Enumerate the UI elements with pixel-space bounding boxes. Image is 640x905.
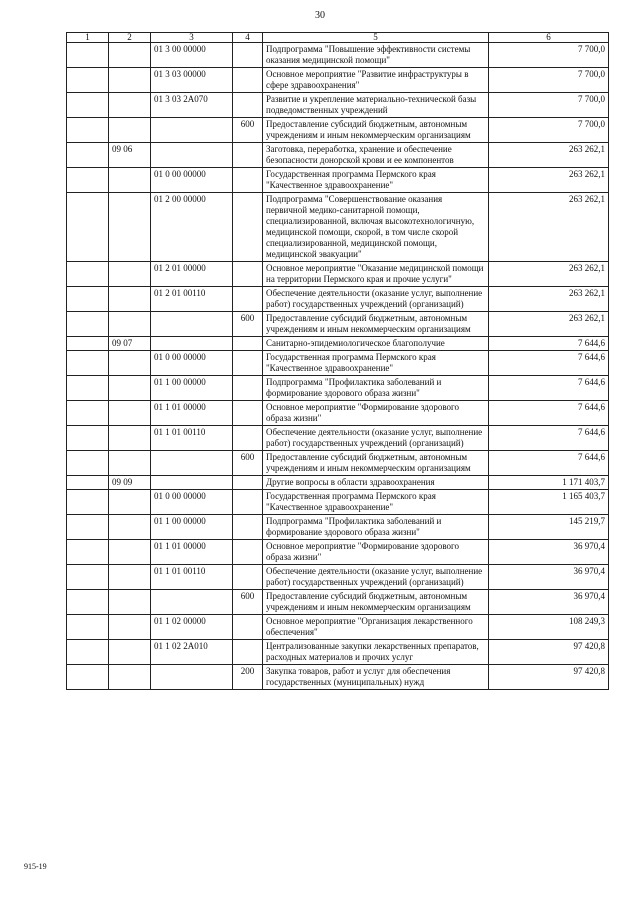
cell-expense-type: [233, 565, 263, 590]
cell-expense-type: [233, 351, 263, 376]
cell-section-code: [109, 68, 151, 93]
cell-description: Предоставление субсидий бюджетным, автономным учреждениям и иным некоммерческим организациям: [263, 118, 489, 143]
cell-target-article: 01 3 03 00000: [151, 68, 233, 93]
cell-col-1: [67, 590, 109, 615]
cell-col-1: [67, 68, 109, 93]
cell-col-1: [67, 287, 109, 312]
cell-description: Государственная программа Пермского края "Качественное здравоохранение": [263, 351, 489, 376]
table-row: [67, 351, 609, 376]
column-header: 4: [233, 33, 263, 43]
cell-col-1: [67, 401, 109, 426]
cell-section-code: [109, 287, 151, 312]
cell-section-code: [109, 376, 151, 401]
cell-target-article: 01 1 02 2А010: [151, 640, 233, 665]
cell-section-code: [109, 615, 151, 640]
cell-expense-type: [233, 615, 263, 640]
cell-amount: 7 700,0: [489, 43, 609, 68]
cell-col-1: [67, 665, 109, 690]
cell-expense-type: [233, 193, 263, 262]
cell-amount: 263 262,1: [489, 193, 609, 262]
cell-target-article: 01 1 01 00110: [151, 426, 233, 451]
cell-description: Заготовка, переработка, хранение и обеспечение безопасности донорской крови и ее компонентов: [263, 143, 489, 168]
cell-expense-type: [233, 401, 263, 426]
cell-target-article: 01 2 01 00110: [151, 287, 233, 312]
table-row: [67, 640, 609, 665]
table-row: [67, 401, 609, 426]
cell-col-1: [67, 376, 109, 401]
cell-amount: 263 262,1: [489, 168, 609, 193]
cell-col-1: [67, 451, 109, 476]
cell-description: Основное мероприятие "Организация лекарственного обеспечения": [263, 615, 489, 640]
cell-col-1: [67, 337, 109, 351]
cell-expense-type: [233, 515, 263, 540]
cell-description: Другие вопросы в области здравоохранения: [263, 476, 489, 490]
cell-description: Основное мероприятие "Формирование здорового образа жизни": [263, 401, 489, 426]
cell-section-code: [109, 565, 151, 590]
table-row: [67, 590, 609, 615]
table-row: [67, 337, 609, 351]
column-header: 2: [109, 33, 151, 43]
cell-amount: 36 970,4: [489, 590, 609, 615]
cell-amount: 7 700,0: [489, 93, 609, 118]
cell-section-code: [109, 43, 151, 68]
cell-amount: 263 262,1: [489, 287, 609, 312]
cell-col-1: [67, 168, 109, 193]
cell-target-article: 01 3 03 2А070: [151, 93, 233, 118]
cell-expense-type: [233, 168, 263, 193]
cell-amount: 97 420,8: [489, 640, 609, 665]
table-row: [67, 93, 609, 118]
cell-col-1: [67, 93, 109, 118]
cell-expense-type: [233, 262, 263, 287]
cell-section-code: 09 07: [109, 337, 151, 351]
cell-target-article: 01 1 01 00000: [151, 540, 233, 565]
table-row: [67, 515, 609, 540]
cell-expense-type: [233, 337, 263, 351]
cell-amount: 7 700,0: [489, 118, 609, 143]
cell-target-article: 01 1 01 00110: [151, 565, 233, 590]
cell-target-article: 01 1 01 00000: [151, 401, 233, 426]
cell-amount: 36 970,4: [489, 565, 609, 590]
cell-target-article: [151, 312, 233, 337]
cell-amount: 263 262,1: [489, 262, 609, 287]
column-header: 3: [151, 33, 233, 43]
cell-amount: 7 644,6: [489, 376, 609, 401]
cell-col-1: [67, 540, 109, 565]
table-row: [67, 376, 609, 401]
table-row: [67, 540, 609, 565]
cell-target-article: 01 0 00 00000: [151, 351, 233, 376]
cell-section-code: [109, 351, 151, 376]
cell-target-article: 01 0 00 00000: [151, 168, 233, 193]
cell-target-article: [151, 590, 233, 615]
table-row: [67, 312, 609, 337]
cell-expense-type: [233, 93, 263, 118]
cell-target-article: 01 1 00 00000: [151, 515, 233, 540]
cell-section-code: [109, 540, 151, 565]
table-body: [67, 43, 609, 690]
document-code: 915-19: [24, 862, 47, 871]
cell-target-article: [151, 143, 233, 168]
cell-description: Закупка товаров, работ и услуг для обеспечения государственных (муниципальных) нужд: [263, 665, 489, 690]
cell-col-1: [67, 43, 109, 68]
cell-col-1: [67, 490, 109, 515]
cell-col-1: [67, 262, 109, 287]
cell-section-code: 09 09: [109, 476, 151, 490]
cell-target-article: [151, 451, 233, 476]
cell-section-code: [109, 490, 151, 515]
cell-amount: 7 644,6: [489, 351, 609, 376]
cell-expense-type: 200: [233, 665, 263, 690]
cell-section-code: [109, 665, 151, 690]
cell-section-code: 09 06: [109, 143, 151, 168]
cell-section-code: [109, 640, 151, 665]
cell-amount: 108 249,3: [489, 615, 609, 640]
cell-col-1: [67, 476, 109, 490]
cell-expense-type: 600: [233, 312, 263, 337]
cell-amount: 145 219,7: [489, 515, 609, 540]
cell-amount: 7 700,0: [489, 68, 609, 93]
cell-target-article: 01 0 00 00000: [151, 490, 233, 515]
cell-expense-type: [233, 540, 263, 565]
cell-section-code: [109, 590, 151, 615]
cell-section-code: [109, 401, 151, 426]
cell-col-1: [67, 565, 109, 590]
cell-section-code: [109, 426, 151, 451]
cell-description: Основное мероприятие "Развитие инфраструктуры в сфере здравоохранения": [263, 68, 489, 93]
cell-expense-type: 600: [233, 451, 263, 476]
cell-section-code: [109, 193, 151, 262]
cell-col-1: [67, 193, 109, 262]
cell-target-article: 01 2 01 00000: [151, 262, 233, 287]
cell-description: Основное мероприятие "Оказание медицинской помощи на территории Пермского края и прочие услуги": [263, 262, 489, 287]
cell-target-article: 01 2 00 00000: [151, 193, 233, 262]
cell-amount: 263 262,1: [489, 143, 609, 168]
table-row: [67, 476, 609, 490]
column-header: 5: [263, 33, 489, 43]
cell-amount: 97 420,8: [489, 665, 609, 690]
cell-description: Предоставление субсидий бюджетным, автономным учреждениям и иным некоммерческим организациям: [263, 590, 489, 615]
cell-description: Санитарно-эпидемиологическое благополучие: [263, 337, 489, 351]
cell-expense-type: [233, 68, 263, 93]
cell-expense-type: [233, 143, 263, 168]
cell-description: Основное мероприятие "Формирование здорового образа жизни": [263, 540, 489, 565]
cell-target-article: 01 1 02 00000: [151, 615, 233, 640]
cell-amount: 36 970,4: [489, 540, 609, 565]
cell-target-article: 01 1 00 00000: [151, 376, 233, 401]
table-row: [67, 490, 609, 515]
cell-target-article: [151, 476, 233, 490]
table-row: [67, 193, 609, 262]
cell-description: Обеспечение деятельности (оказание услуг, выполнение работ) государственных учреждений (организаций): [263, 287, 489, 312]
cell-col-1: [67, 118, 109, 143]
cell-target-article: [151, 665, 233, 690]
cell-col-1: [67, 312, 109, 337]
table-row: [67, 615, 609, 640]
cell-expense-type: [233, 287, 263, 312]
cell-amount: 1 171 403,7: [489, 476, 609, 490]
table-row: [67, 665, 609, 690]
cell-description: Государственная программа Пермского края "Качественное здравоохранение": [263, 168, 489, 193]
cell-expense-type: [233, 43, 263, 68]
table-row: [67, 118, 609, 143]
table-header-row: [67, 33, 609, 43]
cell-section-code: [109, 312, 151, 337]
cell-expense-type: 600: [233, 590, 263, 615]
cell-col-1: [67, 515, 109, 540]
cell-description: Развитие и укрепление материально-технической базы подведомственных учреждений: [263, 93, 489, 118]
table-row: [67, 565, 609, 590]
cell-expense-type: 600: [233, 118, 263, 143]
cell-amount: 7 644,6: [489, 426, 609, 451]
cell-expense-type: [233, 490, 263, 515]
cell-expense-type: [233, 476, 263, 490]
column-header: 1: [67, 33, 109, 43]
cell-amount: 1 165 403,7: [489, 490, 609, 515]
cell-col-1: [67, 640, 109, 665]
cell-section-code: [109, 93, 151, 118]
table-row: [67, 287, 609, 312]
table-row: [67, 426, 609, 451]
table-row: [67, 143, 609, 168]
cell-description: Обеспечение деятельности (оказание услуг, выполнение работ) государственных учреждений (организаций): [263, 565, 489, 590]
cell-col-1: [67, 143, 109, 168]
table-row: [67, 262, 609, 287]
table-row: [67, 451, 609, 476]
cell-target-article: [151, 337, 233, 351]
table-row: [67, 68, 609, 93]
cell-description: Предоставление субсидий бюджетным, автономным учреждениям и иным некоммерческим организациям: [263, 312, 489, 337]
table-row: [67, 43, 609, 68]
cell-section-code: [109, 168, 151, 193]
cell-target-article: [151, 118, 233, 143]
cell-description: Предоставление субсидий бюджетным, автономным учреждениям и иным некоммерческим организациям: [263, 451, 489, 476]
cell-description: Подпрограмма "Профилактика заболеваний и формирование здорового образа жизни": [263, 515, 489, 540]
cell-col-1: [67, 426, 109, 451]
cell-col-1: [67, 615, 109, 640]
cell-col-1: [67, 351, 109, 376]
cell-section-code: [109, 262, 151, 287]
cell-description: Централизованные закупки лекарственных препаратов, расходных материалов и прочих услуг: [263, 640, 489, 665]
column-header: 6: [489, 33, 609, 43]
cell-description: Подпрограмма "Повышение эффективности системы оказания медицинской помощи": [263, 43, 489, 68]
cell-amount: 7 644,6: [489, 337, 609, 351]
page-number: 30: [315, 10, 325, 21]
cell-amount: 7 644,6: [489, 401, 609, 426]
cell-expense-type: [233, 426, 263, 451]
cell-description: Обеспечение деятельности (оказание услуг, выполнение работ) государственных учреждений (организаций): [263, 426, 489, 451]
cell-amount: 263 262,1: [489, 312, 609, 337]
cell-description: Государственная программа Пермского края "Качественное здравоохранение": [263, 490, 489, 515]
cell-description: Подпрограмма "Профилактика заболеваний и формирование здорового образа жизни": [263, 376, 489, 401]
table-row: [67, 168, 609, 193]
cell-expense-type: [233, 376, 263, 401]
cell-section-code: [109, 118, 151, 143]
cell-section-code: [109, 451, 151, 476]
cell-description: Подпрограмма "Совершенствование оказания первичной медико-санитарной помощи, специализированной, включая высокотехнологичную, медицинской помощи, скорой, в том числе скорой специализированной, медицинской помощи, медицинской эвакуации": [263, 193, 489, 262]
cell-expense-type: [233, 640, 263, 665]
cell-section-code: [109, 515, 151, 540]
cell-target-article: 01 3 00 00000: [151, 43, 233, 68]
budget-table: [66, 32, 609, 690]
cell-amount: 7 644,6: [489, 451, 609, 476]
